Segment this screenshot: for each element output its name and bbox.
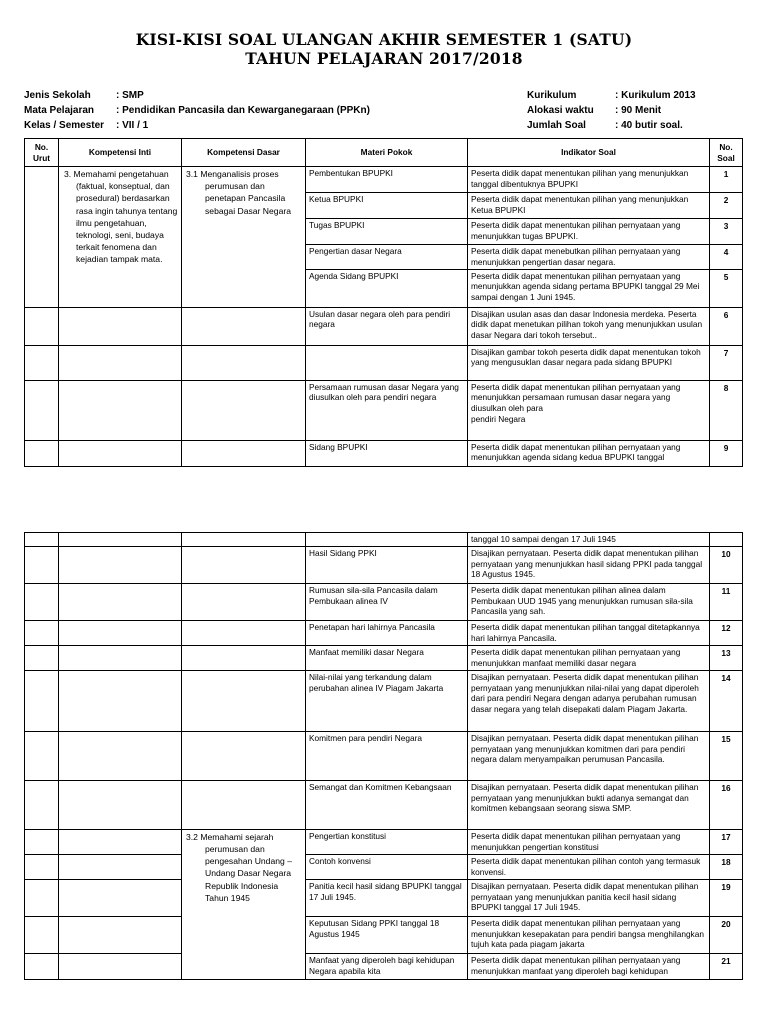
- kompetensi-dasar-cell: [182, 645, 306, 670]
- table-row: [25, 780, 743, 829]
- no-urut-cell: [25, 780, 59, 829]
- kompetensi-inti-cell: [59, 879, 182, 916]
- info-label: Alokasi waktu: [527, 105, 594, 116]
- indikator-cell: Peserta didik dapat menentukan pilihan pernyataan yang menunjukkan agenda sidang pertama BPUPKI tanggal 29 Mei sampai dengan 1 Juni 1945.: [468, 269, 710, 307]
- indikator-cell: Disajikan gambar tokoh peserta didik dapat menentukan tokoh yang mengusuklan dasar negara pada sidang BPUPKI: [468, 345, 710, 380]
- indikator-cell: Disajikan pernyataan. Peserta didik dapat menentukan pilihan pernyataan yang menunjukkan komitmen dari para pendiri negara dalam menyampaikan perumusan Pancasila.: [468, 731, 710, 780]
- no-soal-cell: 16: [710, 780, 743, 829]
- materi-cell: Panitia kecil hasil sidang BPUPKI tanggal 17 Juli 1945.: [306, 879, 468, 916]
- indikator-cell: Peserta didik dapat menentukan pilihan yang menunjukkan Ketua BPUPKI: [468, 193, 710, 219]
- table-row: [25, 620, 743, 645]
- table-row: [25, 829, 743, 854]
- kompetensi-inti-cell: [59, 307, 182, 345]
- materi-cell: Sidang BPUPKI: [306, 440, 468, 466]
- no-soal-cell: 14: [710, 670, 743, 731]
- col-header-kompetensi-dasar: Kompetensi Dasar: [182, 139, 306, 167]
- no-soal-cell: 1: [710, 167, 743, 193]
- info-label: Kelas / Semester: [24, 120, 105, 131]
- indikator-cell: Disajikan pernyataan. Peserta didik dapat menentukan pilihan pernyataan yang menunjukkan panitia kecil hasil sidang BPUPKI tanggal 17 Juli 1945.: [468, 879, 710, 916]
- kompetensi-inti-text: 3. Memahami pengetahuan (faktual, konseptual, dan prosedural) berdasarkan rasa ingin tahunya tentang ilmu pengetahuan, teknologi, seni, budaya terkait fenomena dan kejadian tampak mata.: [64, 169, 178, 265]
- indikator-cell: Peserta didik dapat menentukan pilihan pernyataan yang menunjukkan kesepakatan para pendiri bangsa menghilangkan tujuh kata pada piagam jakarta: [468, 916, 710, 953]
- info-row-mata-pelajaran: [24, 103, 370, 118]
- kompetensi-dasar-cell: [182, 620, 306, 645]
- info-value: : SMP: [116, 90, 144, 101]
- table-row: [25, 380, 743, 440]
- kompetensi-inti-cell: [59, 829, 182, 854]
- materi-cell: Contoh konvensi: [306, 854, 468, 879]
- table-row: [25, 854, 743, 879]
- kompetensi-dasar-cell: [182, 533, 306, 547]
- materi-cell: Persamaan rumusan dasar Negara yang diusulkan oleh para pendiri negara: [306, 380, 468, 440]
- info-row-kurikulum: [527, 88, 696, 103]
- materi-cell: Pengertian dasar Negara: [306, 245, 468, 270]
- kompetensi-inti-cell: [59, 953, 182, 979]
- no-soal-cell: 3: [710, 219, 743, 245]
- no-soal-cell: 15: [710, 731, 743, 780]
- indikator-cell: tanggal 10 sampai dengan 17 Juli 1945: [468, 533, 710, 547]
- no-urut-cell: [25, 167, 59, 308]
- info-value: : 90 Menit: [615, 105, 662, 116]
- no-soal-cell: 17: [710, 829, 743, 854]
- no-soal-cell: [710, 533, 743, 547]
- kompetensi-inti-cell: [59, 854, 182, 879]
- table-row: [25, 546, 743, 583]
- kompetensi-dasar-cell: [182, 583, 306, 620]
- indikator-cell: Peserta didik dapat menentukan pilihan yang menunjukkan tanggal dibentuknya BPUPKI: [468, 167, 710, 193]
- no-soal-cell: 6: [710, 307, 743, 345]
- no-urut-cell: [25, 645, 59, 670]
- kompetensi-dasar-cell: [182, 307, 306, 345]
- kompetensi-inti-cell: [59, 440, 182, 466]
- no-soal-cell: 21: [710, 953, 743, 979]
- no-urut-cell: [25, 916, 59, 953]
- kompetensi-inti-cell: [59, 533, 182, 547]
- kompetensi-dasar-cell: [182, 829, 306, 979]
- no-urut-cell: [25, 533, 59, 547]
- materi-cell: Pengertian konstitusi: [306, 829, 468, 854]
- col-header-indikator-soal: Indikator Soal: [468, 139, 710, 167]
- materi-cell: Tugas BPUPKI: [306, 219, 468, 245]
- no-urut-cell: [25, 879, 59, 916]
- kompetensi-inti-cell: [59, 546, 182, 583]
- materi-cell: Keputusan Sidang PPKI tanggal 18 Agustus 1945: [306, 916, 468, 953]
- table-row: [25, 533, 743, 547]
- info-row-jenis-sekolah: [24, 88, 370, 103]
- indikator-cell: Peserta didik dapat menentukan pilihan pernyataan yang menunjukkan manfaat yang diperoleh bagi kehidupan: [468, 953, 710, 979]
- info-value: : VII / 1: [116, 120, 149, 131]
- kompetensi-dasar-cell: [182, 345, 306, 380]
- materi-cell: Penetapan hari lahirnya Pancasila: [306, 620, 468, 645]
- table-row: [25, 345, 743, 380]
- info-value: : Kurikulum 2013: [615, 90, 696, 101]
- school-info: [24, 88, 370, 133]
- no-soal-cell: 11: [710, 583, 743, 620]
- no-urut-cell: [25, 731, 59, 780]
- materi-cell: Pembentukan BPUPKI: [306, 167, 468, 193]
- no-soal-cell: 19: [710, 879, 743, 916]
- kompetensi-inti-cell: [59, 670, 182, 731]
- table-row: [25, 670, 743, 731]
- materi-cell: [306, 533, 468, 547]
- indikator-cell: Peserta didik dapat menentukan pilihan pernyataan yang menunjukkan manfaat memiliki dasar negara: [468, 645, 710, 670]
- no-soal-cell: 9: [710, 440, 743, 466]
- col-header-materi-pokok: Materi Pokok: [306, 139, 468, 167]
- no-urut-cell: [25, 620, 59, 645]
- materi-cell: Agenda Sidang BPUPKI: [306, 269, 468, 307]
- indikator-cell: Peserta didik dapat menentukan pilihan pernyataan yang menunjukkan persamaan rumusan dasar negara yang diusulkan oleh para pendiri Negara: [468, 380, 710, 440]
- kompetensi-dasar-cell: [182, 546, 306, 583]
- no-urut-cell: [25, 670, 59, 731]
- info-label: Jenis Sekolah: [24, 90, 91, 101]
- kompetensi-dasar-cell: [182, 440, 306, 466]
- no-soal-cell: 8: [710, 380, 743, 440]
- materi-cell: Manfaat memiliki dasar Negara: [306, 645, 468, 670]
- no-urut-cell: [25, 854, 59, 879]
- kisi-kisi-table-page-2: [24, 532, 743, 980]
- materi-cell: Komitmen para pendiri Negara: [306, 731, 468, 780]
- indikator-cell: Peserta didik dapat menentukan pilihan pernyataan yang menunjukkan tugas BPUPKI.: [468, 219, 710, 245]
- info-value: : Pendidikan Pancasila dan Kewarganegaraan (PPKn): [116, 105, 370, 116]
- kompetensi-dasar-cell: [182, 380, 306, 440]
- no-urut-cell: [25, 440, 59, 466]
- table-row: [25, 307, 743, 345]
- no-soal-cell: 20: [710, 916, 743, 953]
- no-urut-cell: [25, 953, 59, 979]
- materi-cell: Manfaat yang diperoleh bagi kehidupan Negara apabila kita: [306, 953, 468, 979]
- info-label: Mata Pelajaran: [24, 105, 95, 116]
- kompetensi-inti-cell: [59, 380, 182, 440]
- kompetensi-inti-cell: [59, 167, 182, 308]
- kompetensi-dasar-cell: [182, 731, 306, 780]
- no-soal-cell: 7: [710, 345, 743, 380]
- indikator-cell: Peserta didik dapat menentukan pilihan pernyataan yang menunjukkan agenda sidang kedua BPUPKI tanggal: [468, 440, 710, 466]
- kompetensi-dasar-cell: [182, 780, 306, 829]
- materi-cell: Hasil Sidang PPKI: [306, 546, 468, 583]
- table-row: [25, 440, 743, 466]
- no-soal-cell: 10: [710, 546, 743, 583]
- no-urut-cell: [25, 546, 59, 583]
- kisi-kisi-table-page-1: [24, 138, 743, 467]
- kompetensi-inti-cell: [59, 780, 182, 829]
- table-row: [25, 167, 743, 193]
- materi-cell: Usulan dasar negara oleh para pendiri negara: [306, 307, 468, 345]
- materi-cell: Ketua BPUPKI: [306, 193, 468, 219]
- table-row: [25, 879, 743, 916]
- materi-cell: Rumusan sila-sila Pancasila dalam Pembukaan alinea IV: [306, 583, 468, 620]
- info-row-alokasi-waktu: [527, 103, 696, 118]
- indikator-cell: Peserta didik dapat menebutkan pilihan pernyataan yang menunjukkan pengertian dasar negara.: [468, 245, 710, 270]
- materi-cell: Semangat dan Komitmen Kebangsaan: [306, 780, 468, 829]
- no-soal-cell: 13: [710, 645, 743, 670]
- table-header-row: [25, 139, 743, 167]
- no-soal-cell: 2: [710, 193, 743, 219]
- indikator-cell: Disajikan pernyataan. Peserta didik dapat menentukan pilihan pernyataan yang menunjukkan hasil sidang PPKI pada tanggal 18 Agustus 1945.: [468, 546, 710, 583]
- col-header-no-urut: No. Urut: [25, 139, 59, 167]
- kompetensi-inti-cell: [59, 645, 182, 670]
- indikator-cell: Disajikan usulan asas dan dasar Indonesia merdeka. Peserta didik dapat menetukan pilihan tokoh yang menunjukkan usulan dasar Negara dari tokoh tersebut..: [468, 307, 710, 345]
- indikator-cell: Peserta didik dapat menentukan pilihan contoh yang termasuk konvensi.: [468, 854, 710, 879]
- no-urut-cell: [25, 583, 59, 620]
- indikator-cell: Disajikan pernyataan. Peserta didik dapat menentukan pilihan pernyataan yang menunjukkan nilai-nilai yang dapat diperoleh dari para pendiri Negara dengan adanya perubahan rumusan dasar negara yang telah disepakati dalam Piagam Jakarta.: [468, 670, 710, 731]
- info-label: Jumlah Soal: [527, 120, 586, 131]
- document-title: KISI-KISI SOAL ULANGAN AKHIR SEMESTER 1 (SATU): [135, 30, 633, 49]
- table-row: [25, 731, 743, 780]
- indikator-cell: Peserta didik dapat menentukan pilihan pernyataan yang menunjukkan pengertian konstitusi: [468, 829, 710, 854]
- indikator-cell: Peserta didik dapat menentukan pilihan alinea dalam Pembukaan UUD 1945 yang menunjukkan rumusan sila-sila Pancasila yang sah.: [468, 583, 710, 620]
- info-value: : 40 butir soal.: [615, 120, 683, 131]
- exam-info: [527, 88, 696, 133]
- kompetensi-inti-cell: [59, 583, 182, 620]
- col-header-kompetensi-inti: Kompetensi Inti: [59, 139, 182, 167]
- indikator-cell: Disajikan pernyataan. Peserta didik dapat menentukan pilihan pernyataan yang menunjukkan bukti adanya semangat dan komitmen kebangsaan seorang siswa SMP.: [468, 780, 710, 829]
- kompetensi-dasar-text: 3.2 Memahami sejarah perumusan dan pengesahan Undang – Undang Dasar Negara Republik Indonesia Tahun 1945: [186, 831, 292, 903]
- kompetensi-inti-cell: [59, 916, 182, 953]
- kompetensi-dasar-text: 3.1 Menganalisis proses perumusan dan penetapan Pancasila sebagai Dasar Negara: [186, 169, 291, 216]
- materi-cell: Nilai-nilai yang terkandung dalam perubahan alinea IV Piagam Jakarta: [306, 670, 468, 731]
- col-header-no-soal: No. Soal: [710, 139, 743, 167]
- kompetensi-dasar-cell: [182, 167, 306, 308]
- no-urut-cell: [25, 380, 59, 440]
- materi-cell: [306, 345, 468, 380]
- table-row: [25, 583, 743, 620]
- no-urut-cell: [25, 345, 59, 380]
- kompetensi-inti-cell: [59, 731, 182, 780]
- info-row-jumlah-soal: [527, 118, 696, 133]
- table-row: [25, 645, 743, 670]
- info-row-kelas-semester: [24, 118, 370, 133]
- no-urut-cell: [25, 307, 59, 345]
- info-label: Kurikulum: [527, 90, 577, 101]
- kompetensi-dasar-cell: [182, 670, 306, 731]
- indikator-cell: Peserta didik dapat menentukan pilihan tanggal ditetapkannya hari lahirnya Pancasila.: [468, 620, 710, 645]
- table-row: [25, 953, 743, 979]
- no-soal-cell: 4: [710, 245, 743, 270]
- kompetensi-inti-cell: [59, 345, 182, 380]
- no-soal-cell: 5: [710, 269, 743, 307]
- no-soal-cell: 18: [710, 854, 743, 879]
- no-soal-cell: 12: [710, 620, 743, 645]
- kompetensi-inti-cell: [59, 620, 182, 645]
- no-urut-cell: [25, 829, 59, 854]
- table-row: [25, 916, 743, 953]
- document-subtitle: TAHUN PELAJARAN 2017/2018: [245, 49, 523, 68]
